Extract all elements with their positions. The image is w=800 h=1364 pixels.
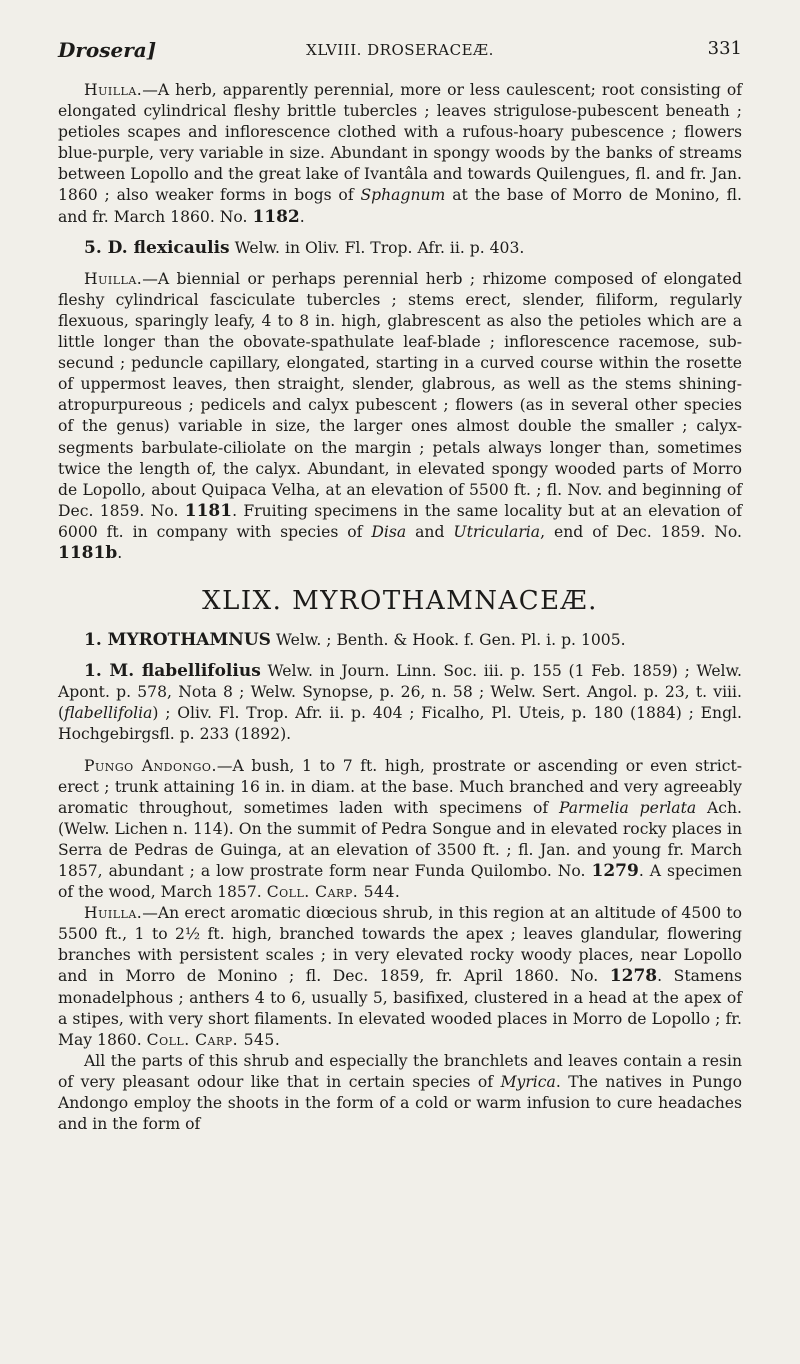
specimen-number: 1279: [591, 861, 639, 881]
paragraph-pungo-andongo: Pungo Andongo.—A bush, 1 to 7 ft. high, prostrate or ascending or even strict-erect ; trunk attaining 16 in. in diam. at the base. Much branched and very agreeably aromatic throughout, sometimes laden with specimens of Parmelia perlata Ach. (Welw. Lichen n. 114). On the summit of Pedra Songue and in elevated rocky places in Serra de Pedras de Guinga, at an elevation of 3500 ft. ; fl. Jan. and young fr. March 1857, abundant ; a low prostrate form near Funda Quilombo. No. 1279. A specimen of the wood, March 1857. Coll. Carp. 544.: [58, 756, 743, 902]
family-heading: XLIX. MYROTHAMNACEÆ.: [202, 586, 598, 617]
locality-pungo-andongo: Pungo Andongo.: [84, 756, 217, 775]
genus-author: Welw. ; Benth. & Hook. f. Gen. Pl. i. p. 1005.: [270, 631, 626, 650]
specimen-number: 1181b: [58, 542, 118, 563]
page-number: 331: [707, 38, 742, 59]
running-head-genus: Drosera]: [58, 38, 157, 62]
running-head-chapter: XLVIII. DROSERACEÆ.: [306, 41, 494, 59]
locality-huilla: Huilla.: [84, 269, 143, 288]
paragraph-uses: All the parts of this shrub and especially the branchlets and leaves contain a resin of very pleasant odour like that in certain species of Myrica. The natives in Pungo Andongo employ the shoots in the form of a cold or warm infusion to cure headaches and in the form of: [58, 1051, 742, 1134]
species-name: 1. M. flabellifolius: [84, 661, 261, 682]
paragraph-huilla-1181: Huilla.—A biennial or perhaps perennial herb ; rhizome composed of elongated fleshy cylindrical fasciculate tubercles ; stems erect, slender, filiform, regularly flexuous, sparingly leafy, 4 to 8 in. high, glabrescent as also the petioles which are a little longer than the obovate-spathulate leaf-blade ; inflorescence racemose, sub-secund ; peduncle capillary, elongated, starting in a curved course within the rosette of uppermost leaves, then straight, slender, glabrous, as well as the stems shining-atropurpureous ; pedicels and calyx pubescent ; flowers (as in several other species of the genus) variable in size, the larger ones almost double the smaller ; calyx-segments barbulate-ciliolate on the margin ; petals always longer than, sometimes twice the length of, the calyx. Abundant, in elevated spongy wooded parts of Morro de Lopollo, about Quipaca Velha, at an elevation of 5500 ft. ; fl. Nov. and beginning of Dec. 1859. No. 1181. Fruiting specimens in the same locality but at an elevation of 6000 ft. in company with species of Disa and Utricularia, end of Dec. 1859. No. 1181b.: [58, 269, 742, 563]
collection-reference: Coll. Carp. 544.: [266, 883, 401, 902]
locality-huilla: Huilla.: [84, 904, 143, 923]
genus-heading-myrothamnus: [58, 630, 742, 651]
genus-name: 1. MYROTHAMNUS: [84, 630, 271, 651]
paragraph-huilla-1182: Huilla.—A herb, apparently perennial, more or less caulescent; root consisting of elongated cylindrical fleshy brittle tubercles ; leaves strigulose-pubescent beneath ; petioles scapes and inflorescence clothed with a rufous-hoary pubescence ; flowers blue-purple, very variable in size. Abundant in spongy woods by the banks of streams between Lopollo and the great lake of Ivantâla and towards Quilengues, fl. and fr. Jan. 1860 ; also weaker forms in bogs of Sphagnum at the base of Morro de Monino, fl. and fr. March 1860. No. 1182.: [58, 81, 742, 227]
species-author: Welw. in Oliv. Fl. Trop. Afr. ii. p. 403.: [229, 238, 525, 257]
specimen-number: 1278: [609, 966, 658, 987]
specimen-number: 1181: [184, 500, 233, 521]
species-heading-flabellifolius: 1. M. flabellifolius Welw. in Journ. Linn. Soc. iii. p. 155 (1 Feb. 1859) ; Welw. Apont. p. 578, Nota 8 ; Welw. Synopse, p. 26, n. 58 ; Welw. Sert. Angol. p. 23, t. viii. (flabellifolia) ; Oliv. Fl. Trop. Afr. ii. p. 404 ; Ficalho, Pl. Uteis, p. 180 (1884) ; Engl. Hochgebirgsfl. p. 233 (1892).: [58, 661, 742, 744]
specimen-number: 1182: [252, 206, 300, 227]
locality-huilla: Huilla.: [84, 81, 143, 99]
paragraph-huilla-1278: Huilla.—An erect aromatic diœcious shrub, in this region at an altitude of 4500 to 5500 ft., 1 to 2½ ft. high, branched towards the apex ; leaves glandular, flowering branches with persistent scales ; in very elevated rocky woody places, near Lopollo and in Morro de Monino ; fl. Dec. 1859, fr. April 1860. No. 1278. Stamens monadelphous ; anthers 4 to 6, usually 5, basifixed, clustered in a head at the apex of a stipes, with very short filaments. In elevated wooded places in Morro de Lopollo ; fr. May 1860. Coll. Carp. 545.: [58, 904, 742, 1049]
species-name: 5. D. flexicaulis: [84, 237, 230, 258]
species-heading-flexicaulis: [58, 238, 742, 259]
running-head: [58, 38, 742, 80]
collection-reference: Coll. Carp. 545.: [146, 1030, 281, 1049]
